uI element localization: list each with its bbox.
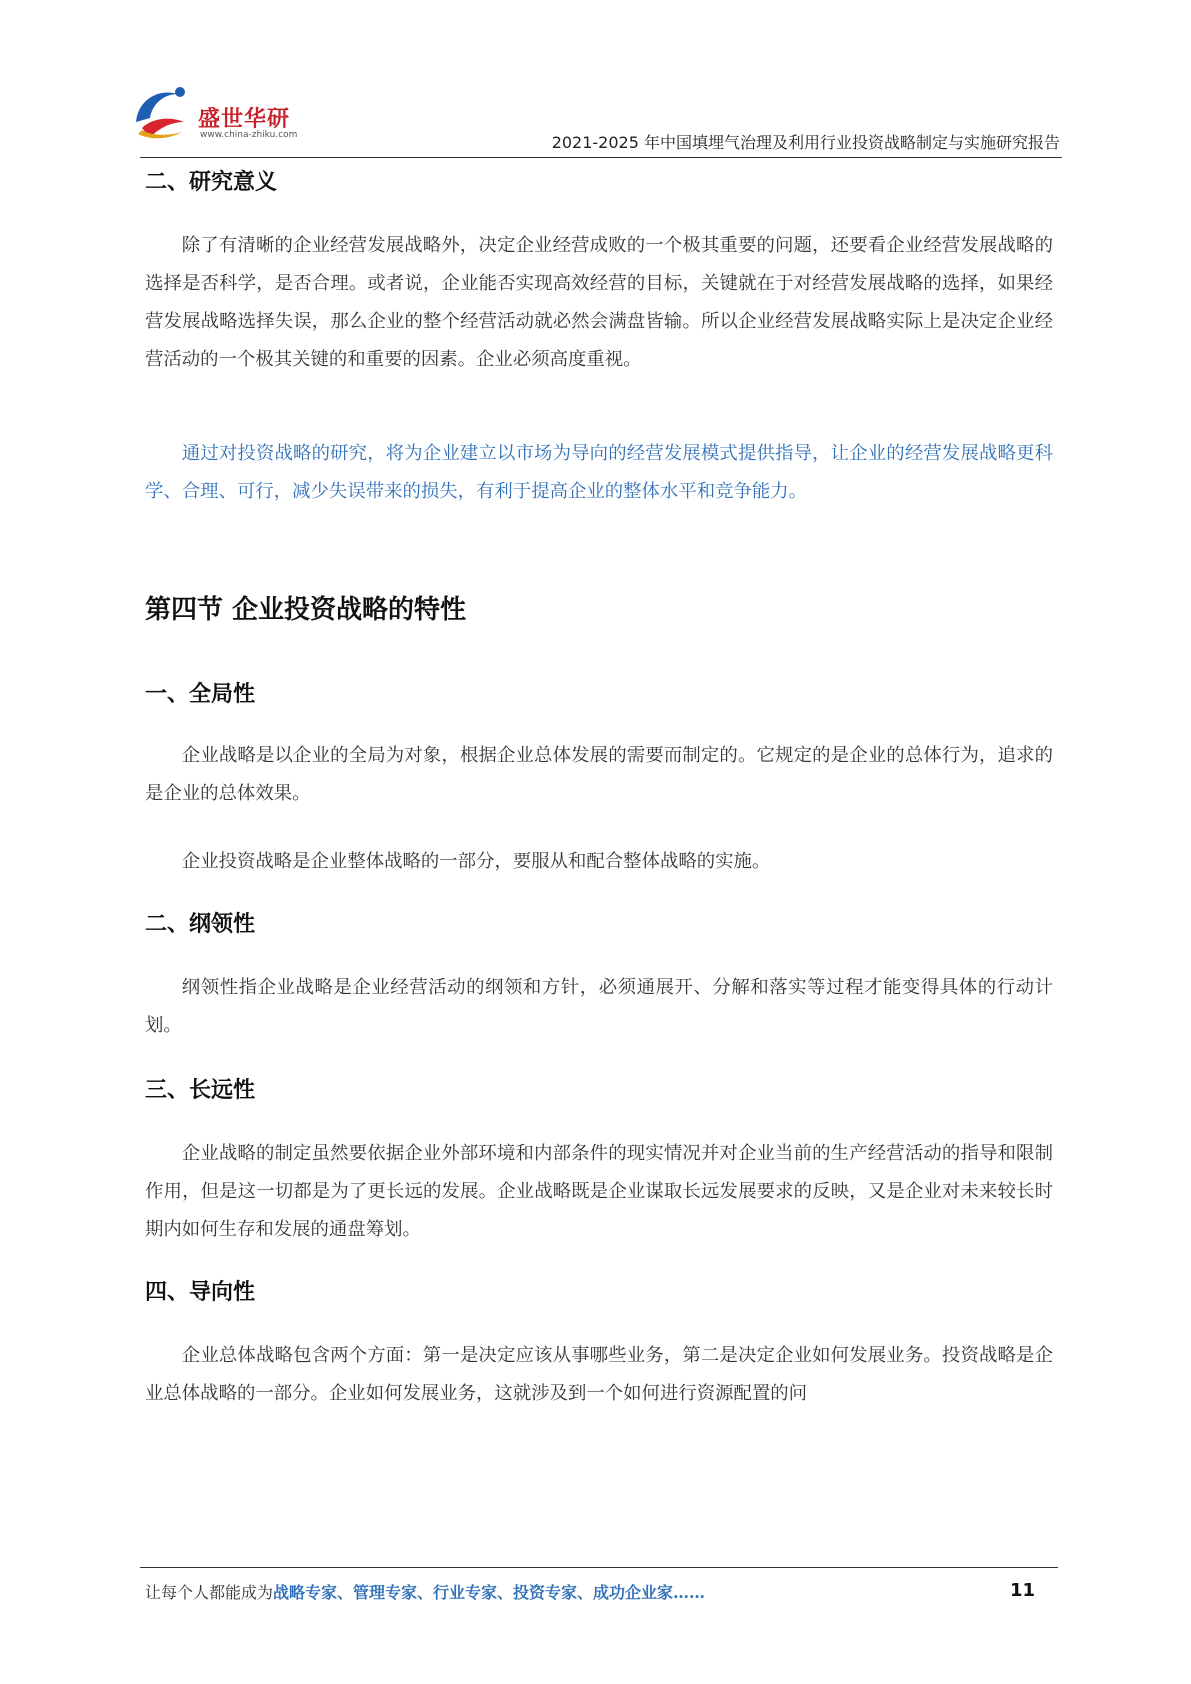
section-heading-long-term: 三、长远性: [145, 1078, 256, 1103]
page-number: 11: [1009, 1580, 1035, 1601]
page-header: [140, 72, 1060, 158]
paragraph: 企业战略是以企业的全局为对象，根据企业总体发展的需要而制定的。它规定的是企业的总体行为，追求的是企业的总体效果。: [145, 745, 1053, 804]
footer-slogan-roles: 战略专家、管理专家、行业专家、投资专家、成功企业家……: [273, 1583, 706, 1602]
section-heading-orientation: 四、导向性: [145, 1280, 256, 1305]
header-divider: [140, 157, 1062, 158]
company-logo: [140, 72, 320, 152]
section-heading-research-significance: 二、研究意义: [145, 170, 278, 195]
highlighted-paragraph: 通过对投资战略的研究，将为企业建立以市场为导向的经营发展模式提供指导，让企业的经营发展战略更科学、合理、可行，减少失误带来的损失，有利于提高企业的整体水平和竞争能力。: [145, 443, 1053, 502]
paragraph: 企业战略的制定虽然要依据企业外部环境和内部条件的现实情况并对企业当前的生产经营活动的指导和限制作用，但是这一切都是为了更长远的发展。企业战略既是企业谋取长远发展要求的反映，又是企业对未来较长时期内如何生存和发展的通盘筹划。: [145, 1143, 1053, 1240]
section-heading-programmatic: 二、纲领性: [145, 912, 256, 937]
section-heading-overall: 一、全局性: [145, 682, 256, 707]
footer-slogan-lead: 让每个人都能成为: [145, 1583, 274, 1602]
logo-text: 盛世华研: [198, 107, 291, 132]
chapter-section-title: 第四节 企业投资战略的特性: [145, 595, 467, 625]
paragraph: 纲领性指企业战略是企业经营活动的纲领和方针，必须通展开、分解和落实等过程才能变得具体的行动计划。: [145, 977, 1053, 1036]
footer-divider: [140, 1567, 1058, 1568]
logo-url: www.china-zhiku.com: [200, 130, 298, 140]
paragraph: 企业投资战略是企业整体战略的一部分，要服从和配合整体战略的实施。: [181, 851, 771, 872]
report-title: 2021-2025 年中国填埋气治理及利用行业投资战略制定与实施研究报告: [551, 133, 1060, 152]
paragraph: 企业总体战略包含两个方面：第一是决定应该从事哪些业务，第二是决定企业如何发展业务。投资战略是企业总体战略的一部分。企业如何发展业务，这就涉及到一个如何进行资源配置的问: [145, 1345, 1053, 1404]
logo-emblem-icon: [128, 78, 198, 148]
paragraph: 除了有清晰的企业经营发展战略外，决定企业经营成败的一个极其重要的问题，还要看企业经营发展战略的选择是否科学，是否合理。或者说，企业能否实现高效经营的目标，关键就在于对经营发展战略的选择，如果经营发展战略选择失误，那么企业的整个经营活动就必然会满盘皆输。所以企业经营发展战略实际上是决定企业经营活动的一个极其关键的和重要的因素。企业必须高度重视。: [145, 235, 1053, 370]
page-footer: [145, 1580, 1055, 1610]
